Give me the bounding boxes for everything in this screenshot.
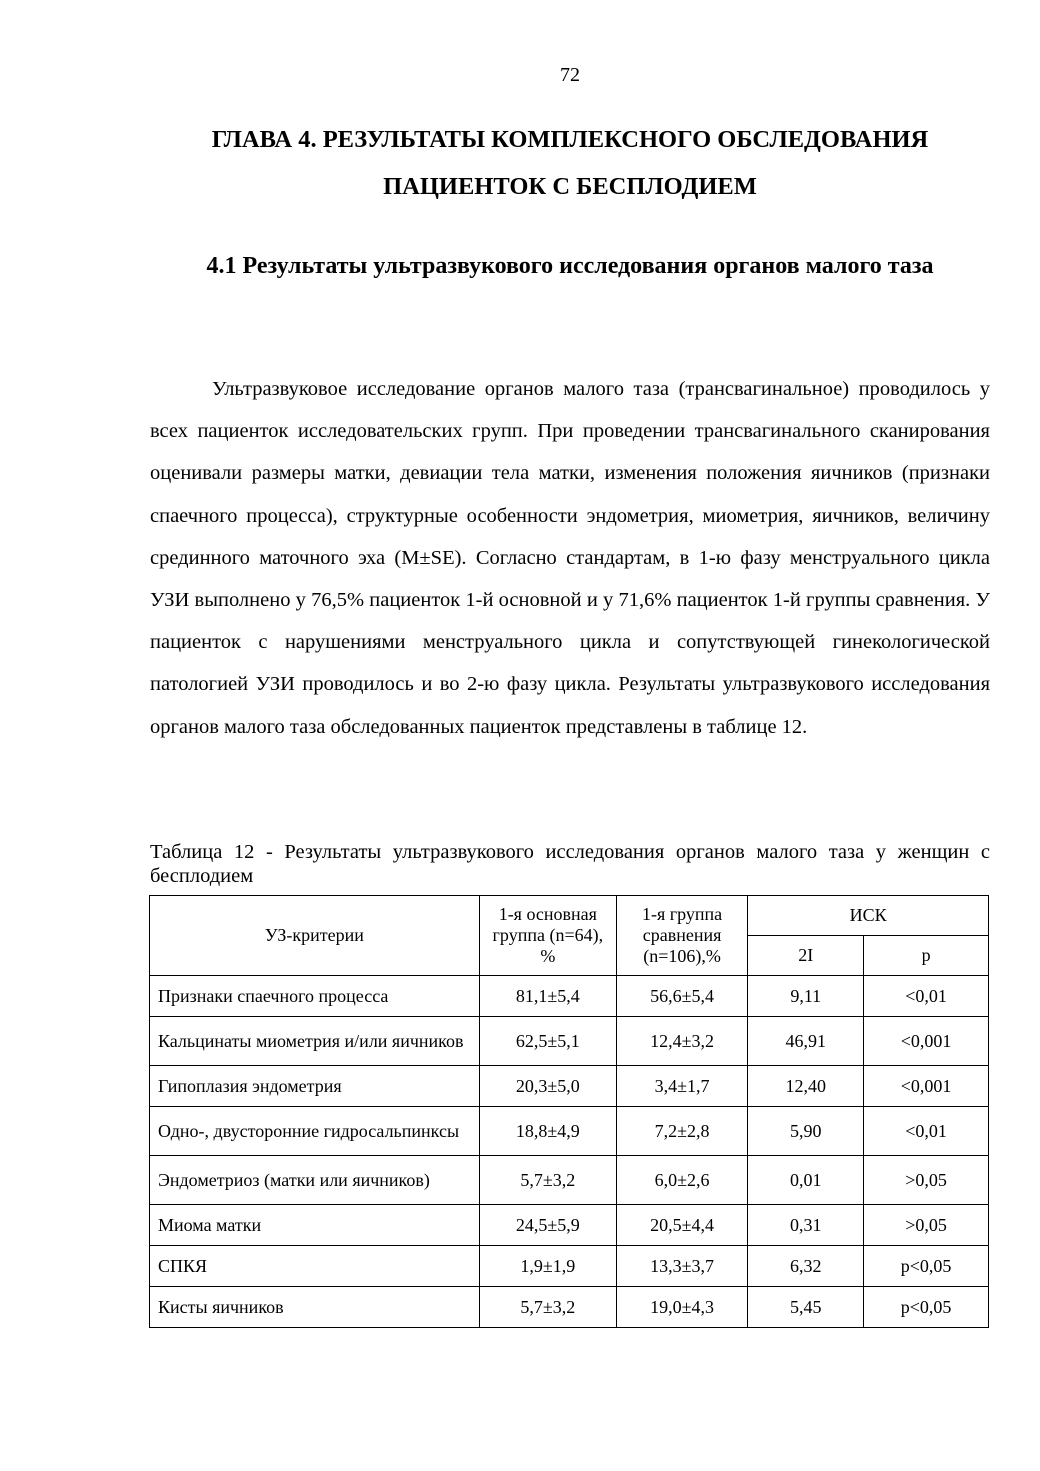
row-group1-value: 1,9±1,9 xyxy=(479,1246,616,1287)
row-group2-value: 56,6±5,4 xyxy=(616,976,747,1017)
row-p-value: >0,05 xyxy=(864,1205,989,1246)
row-chi-value: 9,11 xyxy=(748,976,864,1017)
table-row xyxy=(150,1246,989,1287)
row-group1-value: 5,7±3,2 xyxy=(479,1287,616,1328)
row-group2-value: 3,4±1,7 xyxy=(616,1066,747,1107)
header-group1: 1-я основная группа (n=64), % xyxy=(479,896,616,976)
table-row xyxy=(150,1017,989,1066)
row-p-value: <0,01 xyxy=(864,1107,989,1156)
table-row xyxy=(150,1156,989,1205)
row-criteria: Эндометриоз (матки или яичников) xyxy=(150,1156,480,1205)
table-row xyxy=(150,1205,989,1246)
header-isk: ИСК xyxy=(748,896,989,936)
header-p: p xyxy=(864,936,989,976)
body-paragraph: Ультразвуковое исследование органов малого таза (трансвагинальное) проводилось у всех пациенток исследовательских групп. При проведении трансвагинального сканирования оценивали размеры матки, девиации тела матки, изменения положения яичников (признаки спаечного процесса), структурные особенности эндометрия, миометрия, яичников, величину срединного маточного эха (M±SE). Согласно стандартам, в 1-ю фазу менструального цикла УЗИ выполнено у 76,5% пациенток 1-й основной и у 71,6% пациенток 1-й группы сравнения. У пациенток с нарушениями менструального цикла и сопутствующей гинекологической патологией УЗИ проводилось и во 2-ю фазу цикла. Результаты ультразвукового исследования органов малого таза обследованных пациенток представлены в таблице 12. xyxy=(150,378,990,738)
row-criteria: Кальцинаты миометрия и/или яичников xyxy=(150,1017,480,1066)
row-criteria: Признаки спаечного процесса xyxy=(150,976,480,1017)
chapter-title: ГЛАВА 4. РЕЗУЛЬТАТЫ КОМПЛЕКСНОГО ОБСЛЕДОВАНИЯ ПАЦИЕНТОК С БЕСПЛОДИЕМ xyxy=(211,126,929,200)
row-p-value: <0,001 xyxy=(864,1066,989,1107)
row-group2-value: 7,2±2,8 xyxy=(616,1107,747,1156)
row-group1-value: 20,3±5,0 xyxy=(479,1066,616,1107)
row-chi-value: 5,45 xyxy=(748,1287,864,1328)
row-group2-value: 20,5±4,4 xyxy=(616,1205,747,1246)
row-group2-value: 12,4±3,2 xyxy=(616,1017,747,1066)
header-criteria: УЗ-критерии xyxy=(150,896,480,976)
row-criteria: Одно-, двусторонние гидросальпинксы xyxy=(150,1107,480,1156)
row-chi-value: 46,91 xyxy=(748,1017,864,1066)
table-header-row xyxy=(150,896,989,936)
row-chi-value: 6,32 xyxy=(748,1246,864,1287)
row-chi-value: 5,90 xyxy=(748,1107,864,1156)
header-group2: 1-я группа сравнения (n=106),% xyxy=(616,896,747,976)
row-p-value: >0,05 xyxy=(864,1156,989,1205)
row-criteria: Миома матки xyxy=(150,1205,480,1246)
row-group1-value: 62,5±5,1 xyxy=(479,1017,616,1066)
row-chi-value: 12,40 xyxy=(748,1066,864,1107)
table-row xyxy=(150,1287,989,1328)
row-criteria: СПКЯ xyxy=(150,1246,480,1287)
table-row xyxy=(150,976,989,1017)
row-chi-value: 0,31 xyxy=(748,1205,864,1246)
row-group1-value: 24,5±5,9 xyxy=(479,1205,616,1246)
row-group1-value: 5,7±3,2 xyxy=(479,1156,616,1205)
header-chi: 2I xyxy=(748,936,864,976)
results-table xyxy=(149,895,989,1328)
row-p-value: <0,001 xyxy=(864,1017,989,1066)
row-p-value: p<0,05 xyxy=(864,1287,989,1328)
row-group1-value: 81,1±5,4 xyxy=(479,976,616,1017)
section-title: 4.1 Результаты ультразвукового исследования органов малого таза xyxy=(206,253,934,279)
row-p-value: <0,01 xyxy=(864,976,989,1017)
row-chi-value: 0,01 xyxy=(748,1156,864,1205)
row-group2-value: 6,0±2,6 xyxy=(616,1156,747,1205)
table-row xyxy=(150,1107,989,1156)
row-criteria: Кисты яичников xyxy=(150,1287,480,1328)
page-number: 72 xyxy=(560,64,580,86)
row-criteria: Гипоплазия эндометрия xyxy=(150,1066,480,1107)
row-group2-value: 13,3±3,7 xyxy=(616,1246,747,1287)
row-group1-value: 18,8±4,9 xyxy=(479,1107,616,1156)
row-p-value: p<0,05 xyxy=(864,1246,989,1287)
table-caption: Таблица 12 - Результаты ультразвукового исследования органов малого таза у женщин с бесплодием xyxy=(150,841,990,887)
row-group2-value: 19,0±4,3 xyxy=(616,1287,747,1328)
table-row xyxy=(150,1066,989,1107)
